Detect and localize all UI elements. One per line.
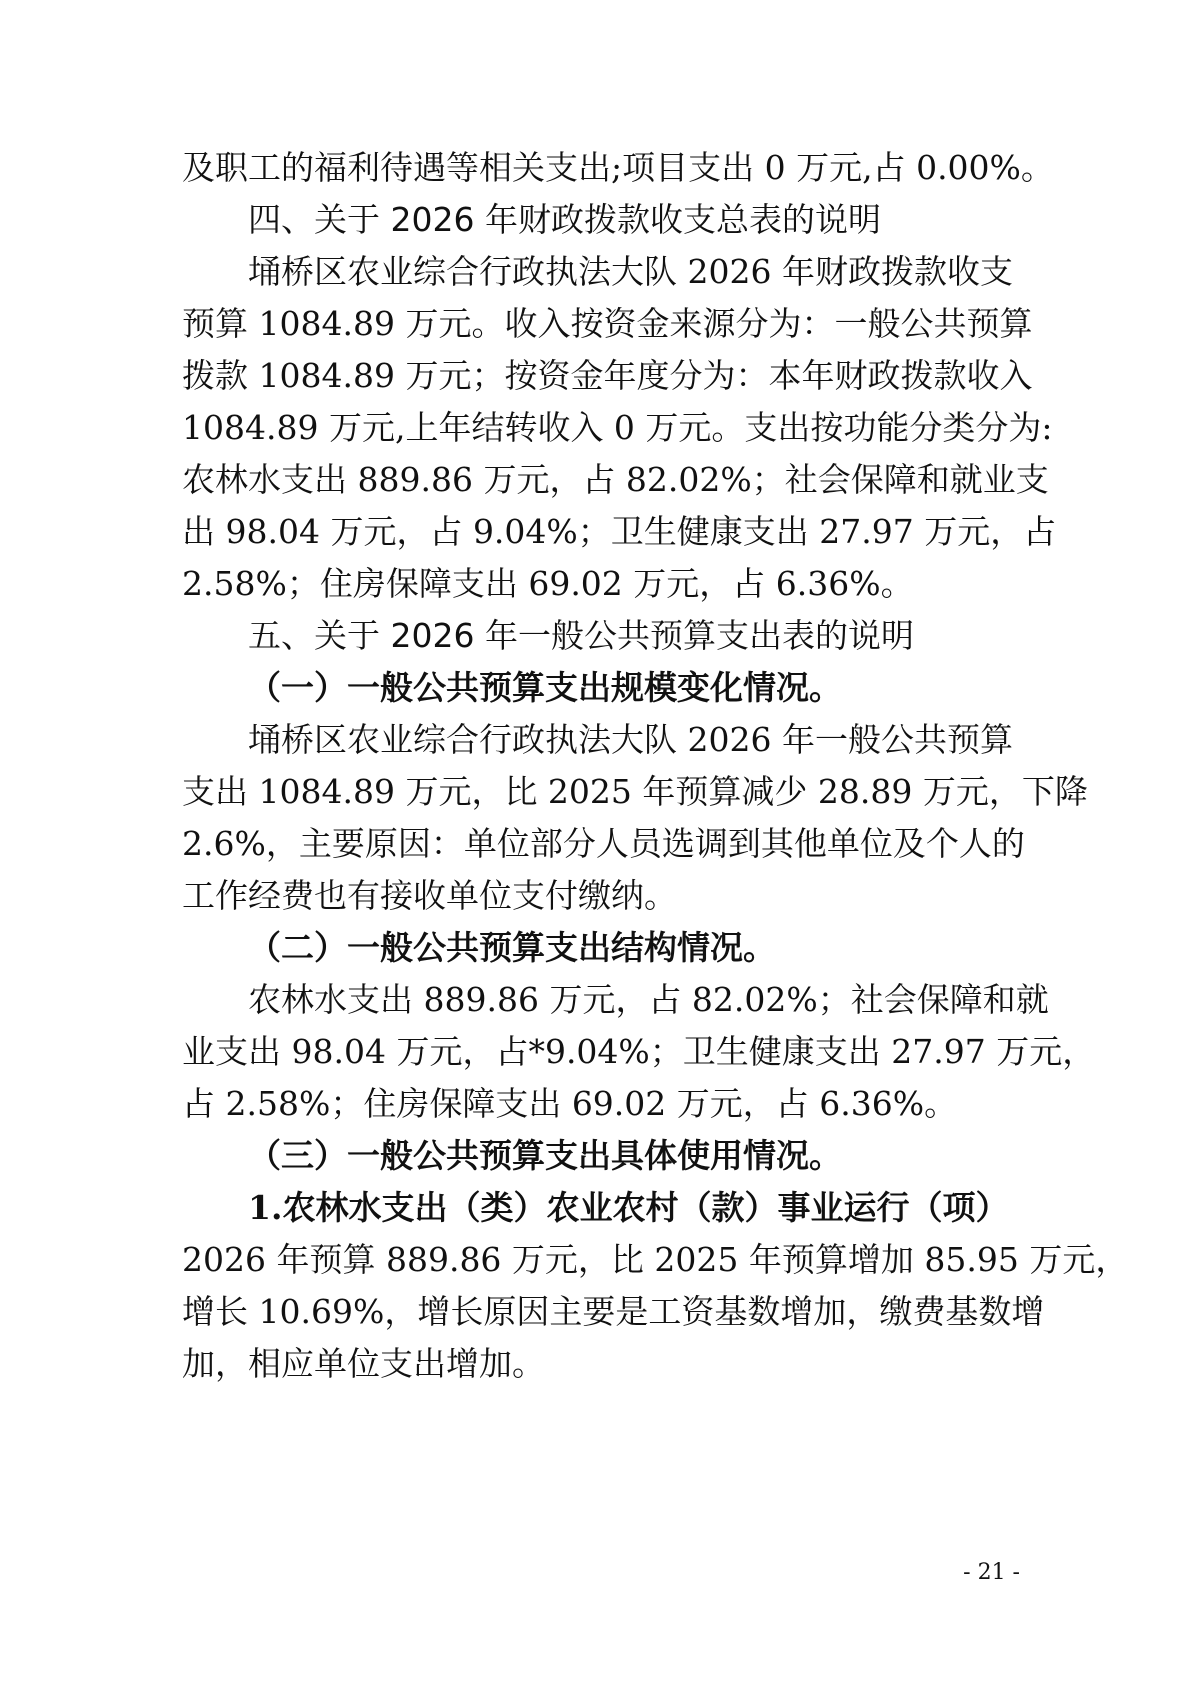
paragraph-line: 工作经费也有接收单位支付缴纳。 [182,876,677,915]
paragraph-line: 农林水支出 889.86 万元，占 82.02%；社会保障和就业支 [182,460,1049,499]
paragraph-line: 出 98.04 万元，占 9.04%；卫生健康支出 27.97 万元，占 [182,512,1057,551]
paragraph-line: 1084.89 万元,上年结转收入 0 万元。支出按功能分类分为: [182,408,1053,447]
paragraph-line: 占 2.58%；住房保障支出 69.02 万元，占 6.36%。 [182,1084,958,1123]
paragraph-line: 埇桥区农业综合行政执法大队 2026 年一般公共预算 [248,720,1013,759]
paragraph-line: 预算 1084.89 万元。收入按资金来源分为：一般公共预算 [182,304,1033,343]
sub-heading-1: （一）一般公共预算支出规模变化情况。 [248,668,842,707]
paragraph-line: 业支出 98.04 万元，占*9.04%；卫生健康支出 27.97 万元， [182,1032,1096,1071]
page-number: - 21 - [963,1560,1020,1585]
paragraph-line: 加，相应单位支出增加。 [182,1344,545,1383]
paragraph-line: 及职工的福利待遇等相关支出;项目支出 0 万元,占 0.00%。 [182,148,1054,187]
section-heading-5: 五、关于 2026 年一般公共预算支出表的说明 [248,616,914,655]
paragraph-line: 增长 10.69%，增长原因主要是工资基数增加，缴费基数增 [182,1292,1045,1331]
item-heading-1: 1.农林水支出（类）农业农村（款）事业运行（项） [248,1188,1009,1227]
paragraph-line: 埇桥区农业综合行政执法大队 2026 年财政拨款收支 [248,252,1013,291]
paragraph-line: 2026 年预算 889.86 万元，比 2025 年预算增加 85.95 万元， [182,1240,1129,1279]
paragraph-line: 农林水支出 889.86 万元，占 82.02%；社会保障和就 [248,980,1049,1019]
paragraph-line: 拨款 1084.89 万元；按资金年度分为：本年财政拨款收入 [182,356,1033,395]
paragraph-line: 支出 1084.89 万元，比 2025 年预算减少 28.89 万元，下降 [182,772,1088,811]
paragraph-line: 2.58%；住房保障支出 69.02 万元，占 6.36%。 [182,564,914,603]
sub-heading-2: （二）一般公共预算支出结构情况。 [248,928,776,967]
sub-heading-3: （三）一般公共预算支出具体使用情况。 [248,1136,842,1175]
section-heading-4: 四、关于 2026 年财政拨款收支总表的说明 [248,200,881,239]
paragraph-line: 2.6%，主要原因：单位部分人员选调到其他单位及个人的 [182,824,1025,863]
